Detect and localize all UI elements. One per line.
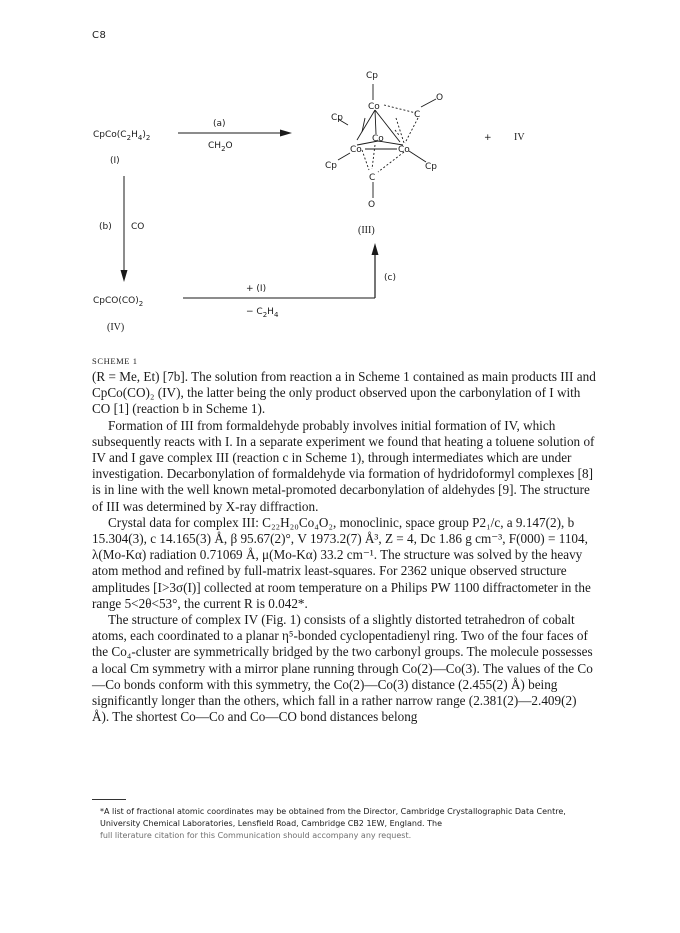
co-top: Co bbox=[368, 102, 380, 112]
o-upper-right: O bbox=[436, 93, 444, 103]
product-id-III: (III) bbox=[358, 225, 375, 236]
c-upper-right: C bbox=[414, 110, 421, 120]
footnote-divider bbox=[92, 799, 126, 800]
reaction-scheme bbox=[0, 0, 680, 380]
iv-id: (IV) bbox=[107, 322, 125, 333]
paragraph-3: Crystal data for complex III: C₂₂H₂₀Co₄O₂, monoclinic, space group P2₁/c, a 9.147(2), b 15.304(3), c 14.165(3) Å, β 95.67(2)°, V 1973.2(7) Å³, Z = 4, Dc 1.86 g cm⁻³, F(000) = 1104, λ(Mo-Kα) radiation 0.71069 Å, μ(Mo-Kα) 33.2 cm⁻¹. The structure was solved by the heavy atom method and refined by full-matrix least-squares. For 2362 unique observed structure amplitudes [I>3σ(I)] collected at room temperature on a Philips PW 1100 diffractometer in the range 5<2θ<53°, the current R is 0.042*. bbox=[92, 514, 591, 611]
co-left: Co bbox=[350, 145, 362, 155]
o-bottom: O bbox=[368, 200, 376, 210]
paragraph-2: Formation of III from formaldehyde probably involves initial formation of IV, which subsequently reacts with I. In a separate experiment we found that heating a toluene solution of IV and I gave complex III (reaction c in Scheme 1), through intermediates which are under investigation. Decarbonylation of formaldehyde via formation of hydridoformyl complexes [8] is in line with the well known metal-promoted decarbonylation of aldehydes [9]. The structure of III was determined by X-ray diffraction. bbox=[92, 417, 595, 514]
iv-formula: $CpCO(CO)_2$ bbox=[93, 296, 144, 308]
paragraph-4: The structure of complex IV (Fig. 1) consists of a slightly distorted tetrahedron of cobalt atoms, each coordinated to a planar η⁵-bonded cyclopentadienyl ring. Two of the four faces of the Co₄-cluster are symmetrically bridged by the two carbonyl groups. The molecule possesses a local Cm symmetry with a mirror plane running through Co(2)—Co(3). The values of the Co—Co bonds conform with this symmetry, the Co(2)—Co(3) distance (2.455(2) Å) being significantly longer than the others, which fall in a rather narrow range (2.381(2)—2.409(2) Å). The shortest Co—Co and Co—CO bond distances belong bbox=[92, 612, 593, 725]
footnote-line-2: full literature citation for this Communication should accompany any request. bbox=[100, 831, 412, 840]
paragraph-1: (R = Me, Et) [7b]. The solution from reaction a in Scheme 1 contained as main products III and CpCo(CO)₂ (IV), the latter being the only product observed upon the carbonylation of I with CO [1] (reaction b in Scheme 1). bbox=[92, 369, 596, 417]
footnote bbox=[100, 806, 596, 842]
cp-upper-left: Cp bbox=[331, 113, 343, 123]
arrow-c-label: (c) bbox=[384, 273, 396, 283]
arrow-a-label: (a) bbox=[213, 119, 226, 129]
scheme-caption: SCHEME 1 bbox=[92, 356, 138, 366]
arrow-c-bottom-reagent: − $C_2H_4$ bbox=[246, 307, 279, 319]
plus-sign: + bbox=[484, 133, 492, 143]
cp-top: Cp bbox=[366, 71, 378, 81]
c-bottom: C bbox=[369, 173, 376, 183]
body-text bbox=[92, 369, 596, 725]
cp-lower-right: Cp bbox=[425, 162, 437, 172]
iv-reference: IV bbox=[514, 132, 525, 143]
co-middle: Co bbox=[372, 134, 384, 144]
cluster-structure-III bbox=[338, 84, 436, 198]
arrow-a-head bbox=[280, 130, 292, 137]
arrow-a-reagent: $CH_2O$ bbox=[208, 141, 233, 153]
arrow-b-label: (b) bbox=[99, 222, 112, 232]
starting-material-formula: $CpCo(C_2H_4)_2$ bbox=[93, 130, 151, 142]
starting-material-id: (I) bbox=[110, 156, 120, 166]
arrow-c-top-reagent: + (I) bbox=[246, 284, 267, 294]
co-right: Co bbox=[398, 145, 410, 155]
arrow-b-reagent: CO bbox=[131, 222, 145, 232]
cp-lower-left: Cp bbox=[325, 161, 337, 171]
page-number: C8 bbox=[92, 30, 107, 41]
arrow-c-head bbox=[372, 243, 379, 255]
footnote-line-1: *A list of fractional atomic coordinates may be obtained from the Director, Cambridge Crystallographic Data Centre, University Chemical Laboratories, Lensfield Road, Cambridge CB2 1EW, England. The bbox=[100, 807, 566, 828]
arrow-b-head bbox=[121, 270, 128, 282]
